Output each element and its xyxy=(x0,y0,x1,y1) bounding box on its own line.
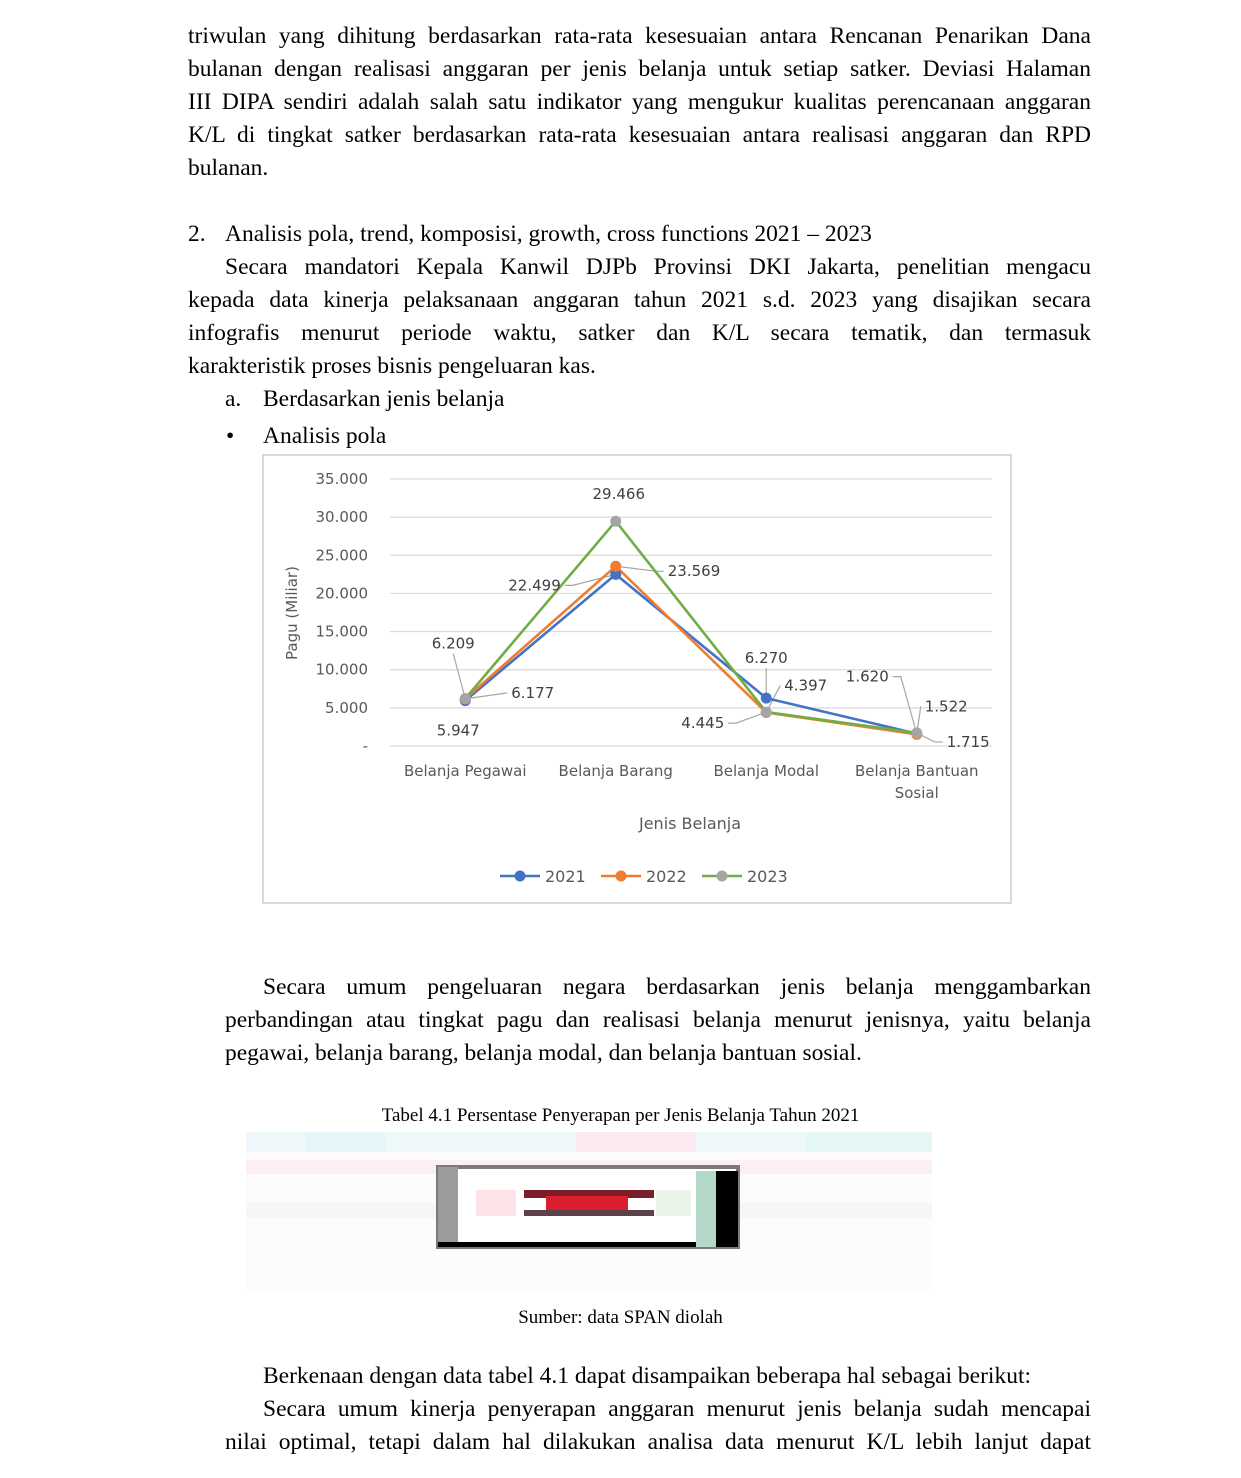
table-image xyxy=(246,1132,932,1292)
x-axis-label: Jenis Belanja xyxy=(638,814,742,833)
section-para-line: Secara mandatori Kepala Kanwil DJPb Provinsi DKI Jakarta, penelitian mengacu xyxy=(225,254,1091,280)
x-tick-label: Belanja Pegawai xyxy=(403,762,527,780)
section-para-line: kepada data kinerja pelaksanaan anggaran tahun 2021 s.d. 2023 yang disajikan secara xyxy=(188,287,1091,313)
data-label-2023: 6.209 xyxy=(431,634,475,653)
intro-paragraph xyxy=(188,20,1091,185)
body-para-line: Secara umum pengeluaran negara berdasarkan jenis belanja menggambarkan xyxy=(263,974,1091,1000)
section-paragraph xyxy=(188,251,1091,383)
data-point-2023 xyxy=(761,707,772,718)
legend-marker-2021 xyxy=(515,871,526,882)
data-point-2023 xyxy=(911,727,922,738)
x-tick-label: Sosial xyxy=(894,784,939,802)
data-label-2022: 23.569 xyxy=(667,562,721,581)
section-number: 2. xyxy=(188,221,206,247)
data-label-2023: 29.466 xyxy=(592,485,645,504)
intro-line: bulanan. xyxy=(188,155,269,181)
leader-line xyxy=(728,712,766,723)
source-caption: Sumber: data SPAN diolah xyxy=(518,1307,723,1328)
data-label-2022: 1.522 xyxy=(924,697,968,716)
sub-item-text: Berdasarkan jenis belanja xyxy=(263,386,505,412)
leader-line xyxy=(893,677,917,734)
y-tick-label: - xyxy=(362,737,368,755)
intro-line: III DIPA sendiri adalah salah satu indikator yang mengukur kualitas perencanaan anggaran xyxy=(188,89,1091,115)
intro-line: triwulan yang dihitung berdasarkan rata-rata kesesuaian antara Rencanan Penarikan Dana xyxy=(188,23,1091,49)
intro-line: K/L di tingkat satker berdasarkan rata-rata kesesuaian antara realisasi anggaran dan RPD xyxy=(188,122,1091,148)
closing-line: nilai optimal, tetapi dalam hal dilakukan analisa data menurut K/L lebih lanjut dapat xyxy=(225,1429,1091,1455)
legend-label-2022: 2022 xyxy=(646,867,687,886)
data-label-2021: 6.270 xyxy=(744,649,788,668)
y-tick-label: 25.000 xyxy=(315,546,368,565)
leader-line xyxy=(453,654,465,699)
y-tick-label: 15.000 xyxy=(315,622,368,641)
closing-paragraph xyxy=(225,1360,1091,1459)
data-point-2022 xyxy=(610,561,621,572)
legend-label-2021: 2021 xyxy=(545,867,586,886)
data-label-2022: 4.397 xyxy=(784,676,828,695)
legend-marker-2022 xyxy=(616,871,627,882)
body-para-line: perbandingan atau tingkat pagu dan realisasi belanja menurut jenisnya, yaitu belanja xyxy=(225,1007,1091,1033)
series-line-2021 xyxy=(465,574,917,733)
data-label-2021: 22.499 xyxy=(508,576,561,595)
y-tick-label: 30.000 xyxy=(315,508,368,527)
intro-line: bulanan dengan realisasi anggaran per jenis belanja untuk setiap satker. Deviasi Halaman xyxy=(188,56,1091,82)
line-chart-frame xyxy=(262,454,1012,904)
section-para-line: karakteristik proses bisnis pengeluaran kas. xyxy=(188,353,596,379)
data-label-2023: 4.445 xyxy=(681,714,725,733)
data-point-2021 xyxy=(761,693,772,704)
closing-line: Berkenaan dengan data tabel 4.1 dapat disampaikan beberapa hal sebagai berikut: xyxy=(263,1363,1031,1389)
data-label-2021: 5.947 xyxy=(436,721,480,740)
closing-line: Secara umum kinerja penyerapan anggaran menurut jenis belanja sudah mencapai xyxy=(263,1396,1091,1422)
x-tick-label: Belanja Modal xyxy=(713,762,820,780)
section-heading xyxy=(188,218,1091,251)
table-image-graphic xyxy=(246,1132,932,1292)
y-tick-label: 5.000 xyxy=(325,698,368,717)
data-label-2021: 1.620 xyxy=(845,667,889,686)
x-tick-label: Belanja Barang xyxy=(558,762,673,780)
sub-item-label: a. xyxy=(225,386,242,412)
y-tick-label: 10.000 xyxy=(315,660,368,679)
x-tick-label: Belanja Bantuan xyxy=(854,762,979,780)
bullet-text: Analisis pola xyxy=(263,423,387,449)
data-label-2022: 6.177 xyxy=(511,683,555,702)
body-para-line: pegawai, belanja barang, belanja modal, dan belanja bantuan sosial. xyxy=(225,1040,862,1066)
y-tick-label: 20.000 xyxy=(315,584,368,603)
data-label-2023: 1.715 xyxy=(946,732,990,751)
legend-label-2023: 2023 xyxy=(747,867,788,886)
leader-line xyxy=(616,566,664,571)
line-chart xyxy=(264,456,1010,902)
y-tick-label: 35.000 xyxy=(315,470,368,488)
legend-marker-2023 xyxy=(717,871,728,882)
section-title: Analisis pola, trend, komposisi, growth, cross functions 2021 – 2023 xyxy=(225,221,872,247)
data-point-2023 xyxy=(460,693,471,704)
y-axis-label: Pagu (Miliar) xyxy=(283,566,301,660)
data-point-2023 xyxy=(610,516,621,527)
body-paragraph xyxy=(225,971,1091,1070)
table-caption: Tabel 4.1 Persentase Penyerapan per Jenis Belanja Tahun 2021 xyxy=(381,1105,860,1126)
section-para-line: infografis menurut periode waktu, satker dan K/L secara tematik, dan termasuk xyxy=(188,320,1091,346)
bullet-icon: • xyxy=(226,423,235,449)
